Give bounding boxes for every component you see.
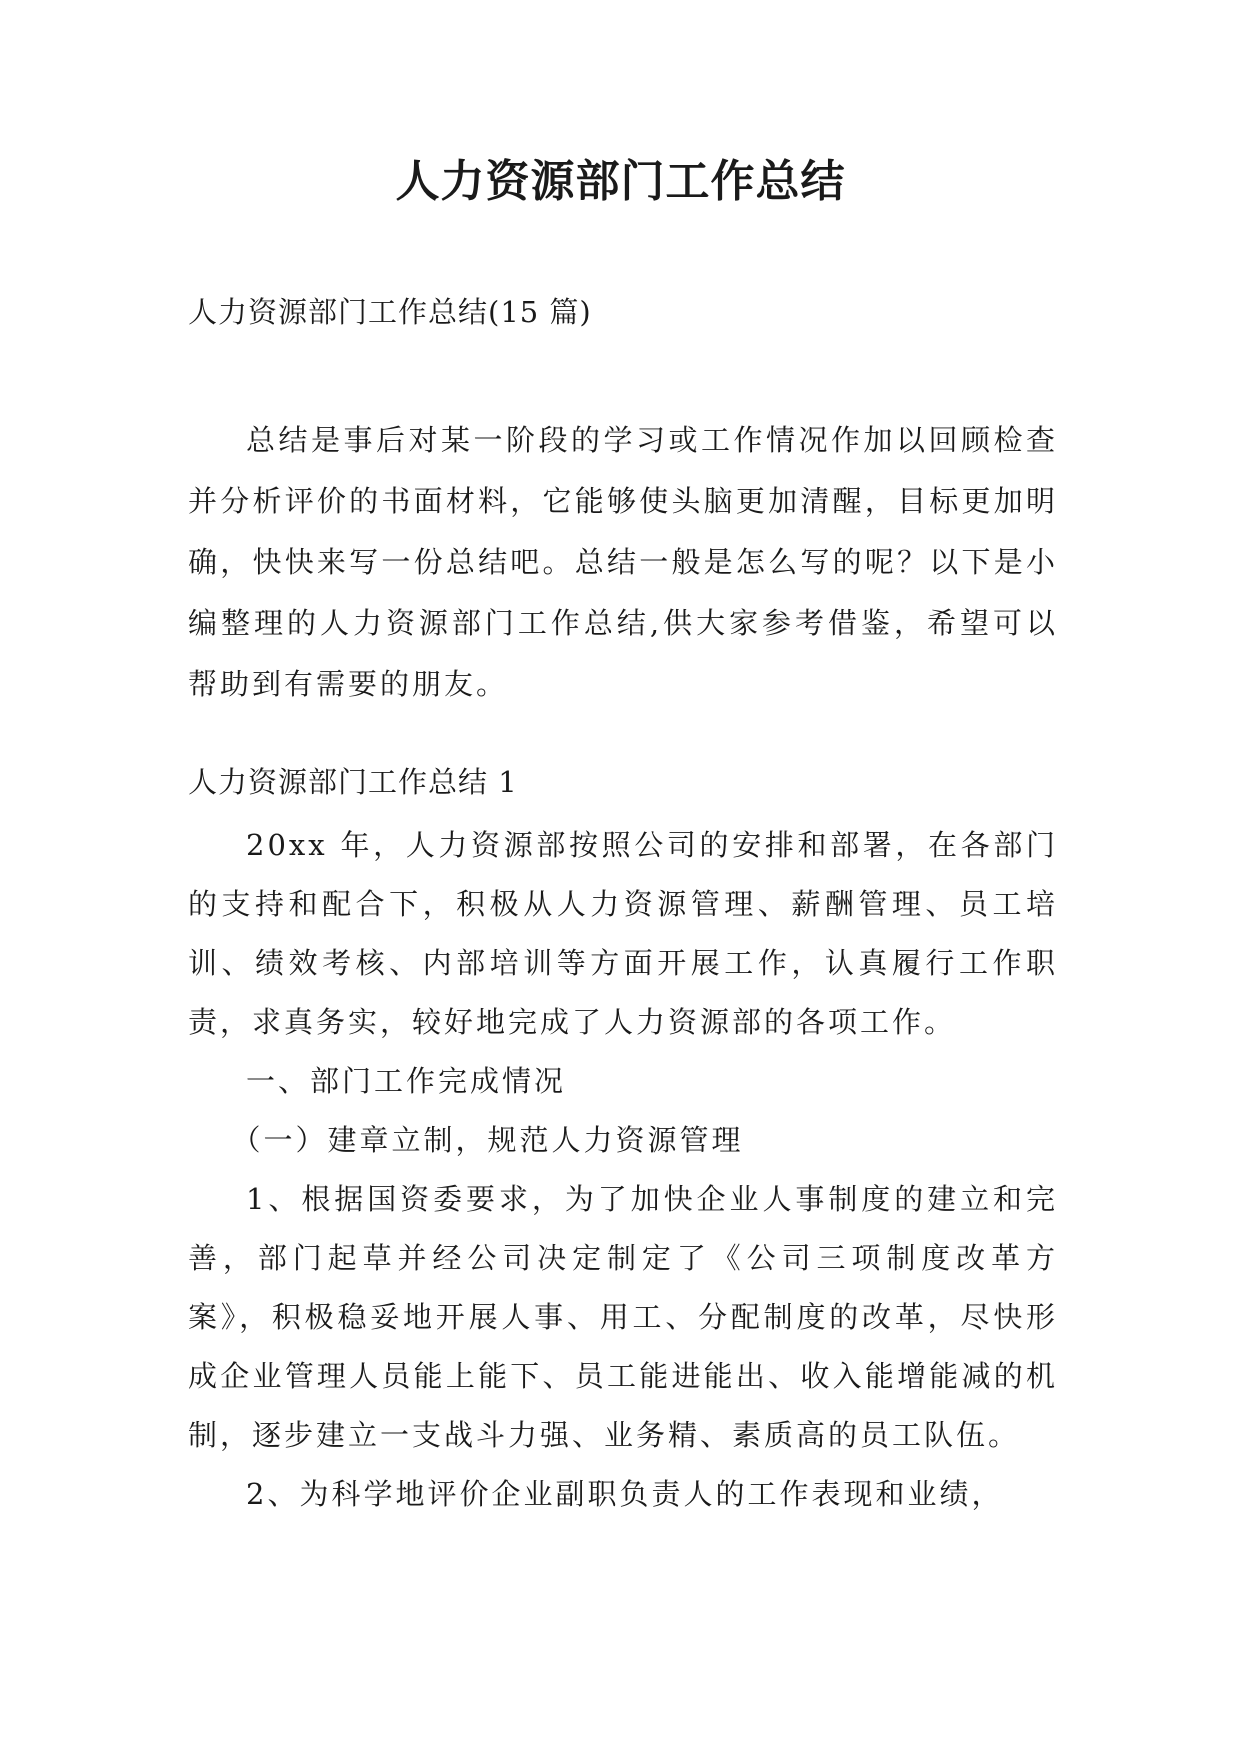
section-heading: 人力资源部门工作总结 1: [188, 765, 518, 799]
document-title: 人力资源部门工作总结: [395, 156, 846, 207]
section-paragraph: 20xx 年，人力资源部按照公司的安排和部署，在各部门的支持和配合下，积极从人力资源管理、薪酬管理、员工培训、绩效考核、内部培训等方面开展工作，认真履行工作职责，求真务实，较好地完成了人力资源部的各项工作。: [188, 828, 1058, 1039]
document-subtitle: 人力资源部门工作总结(15 篇): [188, 295, 592, 329]
list-item-1: 1、根据国资委要求，为了加快企业人事制度的建立和完善，部门起草并经公司决定制定了《公司三项制度改革方案》，积极稳妥地开展人事、用工、分配制度的改革，尽快形成企业管理人员能上能下、员工能进能出、收入能增能减的机制，逐步建立一支战斗力强、业务精、素质高的员工队伍。: [188, 1182, 1058, 1452]
section-body: [188, 816, 1058, 1524]
intro-paragraph: 总结是事后对某一阶段的学习或工作情况作加以回顾检查并分析评价的书面材料，它能够使头脑更加清醒，目标更加明确，快快来写一份总结吧。总结一般是怎么写的呢？以下是小编整理的人力资源部门工作总结,供大家参考借鉴，希望可以帮助到有需要的朋友。: [188, 423, 1058, 701]
subheading-a: 一、部门工作完成情况: [246, 1064, 567, 1098]
subheading-b: （一）建章立制，规范人力资源管理: [231, 1123, 744, 1157]
list-item-2: 2、为科学地评价企业副职负责人的工作表现和业绩，: [246, 1477, 1004, 1511]
